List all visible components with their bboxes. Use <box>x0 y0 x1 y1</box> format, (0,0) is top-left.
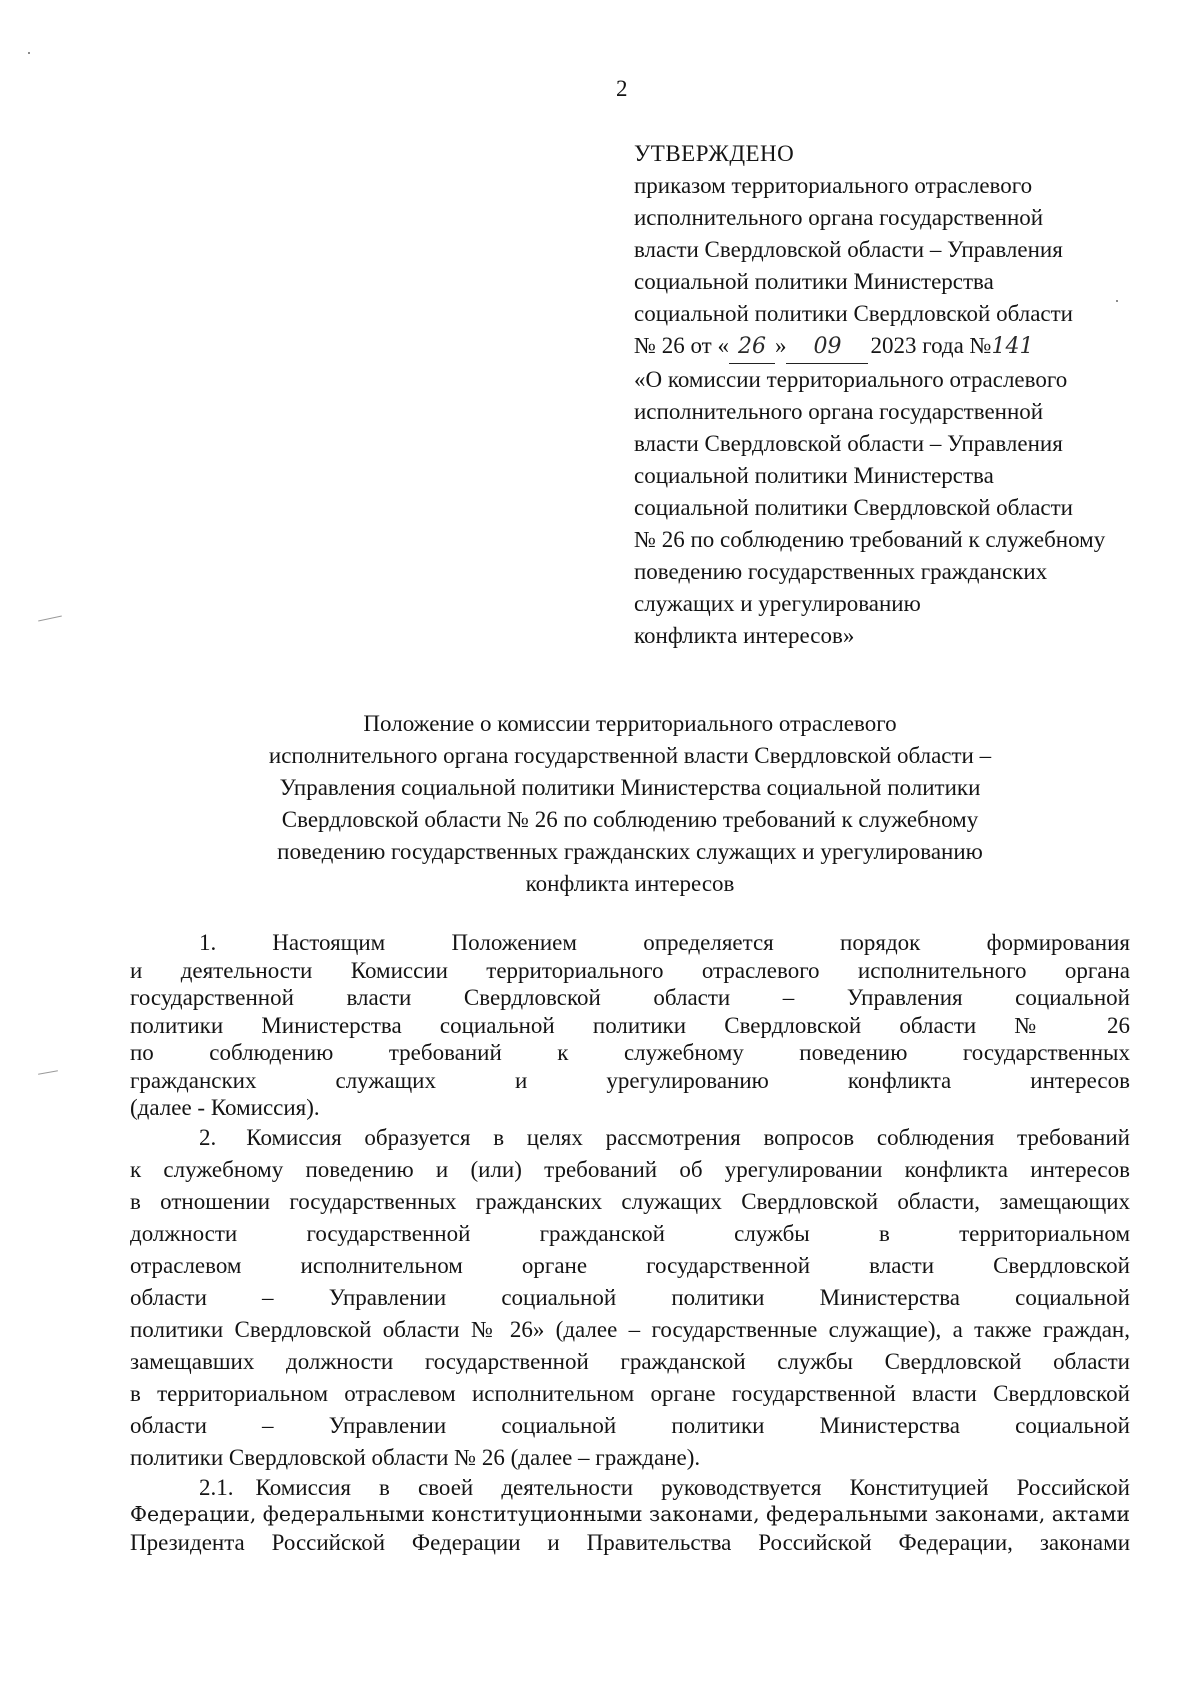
paragraph-line: (далее - Комиссия). <box>130 1095 320 1120</box>
paragraph-line: должности государственной гражданской службы в территориальном <box>130 1220 1130 1246</box>
document-body <box>130 929 1130 1556</box>
paragraph-line: Федерации, федеральными конституционными законами, федеральными законами, актами <box>130 1502 1130 1526</box>
paragraph-2 <box>130 1122 1130 1474</box>
approval-line: исполнительного органа государственной <box>634 205 1044 230</box>
paragraph-line: по соблюдению требований к служебному поведению государственных <box>130 1040 1130 1065</box>
paragraph-line: в территориальном отраслевом исполнительном органе государственной власти Свердловской <box>130 1380 1130 1406</box>
approval-heading: УТВЕРЖДЕНО <box>634 141 795 166</box>
paragraph-line: области – Управлении социальной политики Министерства социальной <box>130 1412 1130 1438</box>
title-line: поведению государственных гражданских служащих и урегулированию <box>277 839 983 864</box>
title-line: Управления социальной политики Министерства социальной политики <box>279 775 981 800</box>
handwritten-month: 09 <box>786 331 868 364</box>
order-year: 2023 года № <box>870 333 992 358</box>
paragraph-number: 2. <box>199 1124 217 1150</box>
paragraph-number: 1. <box>199 930 217 955</box>
subject-line: служащих и урегулированию <box>634 591 921 616</box>
order-prefix: № 26 от « <box>634 333 729 358</box>
scan-mark <box>38 616 62 622</box>
paragraph-line: политики Свердловской области № 26 (далее – граждане). <box>130 1444 701 1470</box>
document-title <box>150 708 1110 900</box>
paragraph-line: государственной власти Свердловской области – Управления социальной <box>130 985 1130 1010</box>
paragraph-line: и деятельности Комиссии территориального отраслевого исполнительного органа <box>130 957 1130 983</box>
subject-line: конфликта интересов» <box>634 623 855 648</box>
order-mid: » <box>774 333 787 358</box>
title-line: конфликта интересов <box>525 871 735 896</box>
subject-line: социальной политики Свердловской области <box>634 495 1073 520</box>
paragraph-line: Президента Российской Федерации и Правительства Российской Федерации, законами <box>130 1529 1130 1555</box>
scan-mark <box>38 1070 58 1074</box>
approval-line: приказом территориального отраслевого <box>634 173 1033 198</box>
paragraph-number: 2.1. <box>199 1474 234 1500</box>
paragraph-2-1 <box>130 1474 1130 1557</box>
paragraph-line: отраслевом исполнительном органе государственной власти Свердловской <box>130 1252 1130 1278</box>
subject-line: № 26 по соблюдению требований к служебному <box>634 527 1106 552</box>
paragraph-line: 1. Настоящим Положением определяется порядок формирования <box>199 930 1130 955</box>
handwritten-order-number: 141 <box>991 334 1034 359</box>
title-line: Положение о комиссии территориального отраслевого <box>363 711 897 736</box>
subject-line: власти Свердловской области – Управления <box>634 431 1063 456</box>
title-line: исполнительного органа государственной власти Свердловской области – <box>268 743 992 768</box>
paragraph-line: 2.1. Комиссия в своей деятельности руководствуется Конституцией Российской <box>199 1474 1130 1500</box>
handwritten-day: 26 <box>729 331 775 364</box>
page-number: 2 <box>616 76 628 101</box>
paragraph-line: области – Управлении социальной политики Министерства социальной <box>130 1284 1130 1310</box>
paragraph-line: к служебному поведению и (или) требований об урегулировании конфликта интересов <box>130 1156 1130 1182</box>
paragraph-line: замещавших должности государственной гражданской службы Свердловской области <box>130 1348 1130 1374</box>
approval-line: социальной политики Министерства <box>634 269 994 294</box>
order-reference-line <box>634 330 1194 364</box>
paragraph-line: 2. Комиссия образуется в целях рассмотрения вопросов соблюдения требований <box>199 1124 1130 1150</box>
paragraph-1 <box>130 929 1130 1122</box>
approval-line: власти Свердловской области – Управления <box>634 237 1063 262</box>
subject-line: исполнительного органа государственной <box>634 399 1044 424</box>
paragraph-line: в отношении государственных гражданских служащих Свердловской области, замещающих <box>130 1188 1130 1214</box>
title-line: Свердловской области № 26 по соблюдению требований к служебному <box>281 807 979 832</box>
subject-line: социальной политики Министерства <box>634 463 994 488</box>
subject-line: поведению государственных гражданских <box>634 559 1048 584</box>
approval-line: социальной политики Свердловской области <box>634 301 1073 326</box>
paragraph-line: политики Свердловской области № 26» (далее – государственные служащие), а также граждан, <box>130 1316 1130 1342</box>
paragraph-line: гражданских служащих и урегулированию конфликта интересов <box>130 1067 1130 1093</box>
subject-line: «О комиссии территориального отраслевого <box>634 367 1068 392</box>
approval-stamp-block <box>634 138 1194 652</box>
paragraph-line: политики Министерства социальной политики Свердловской области № 26 <box>130 1012 1130 1038</box>
scan-speck <box>28 52 30 54</box>
